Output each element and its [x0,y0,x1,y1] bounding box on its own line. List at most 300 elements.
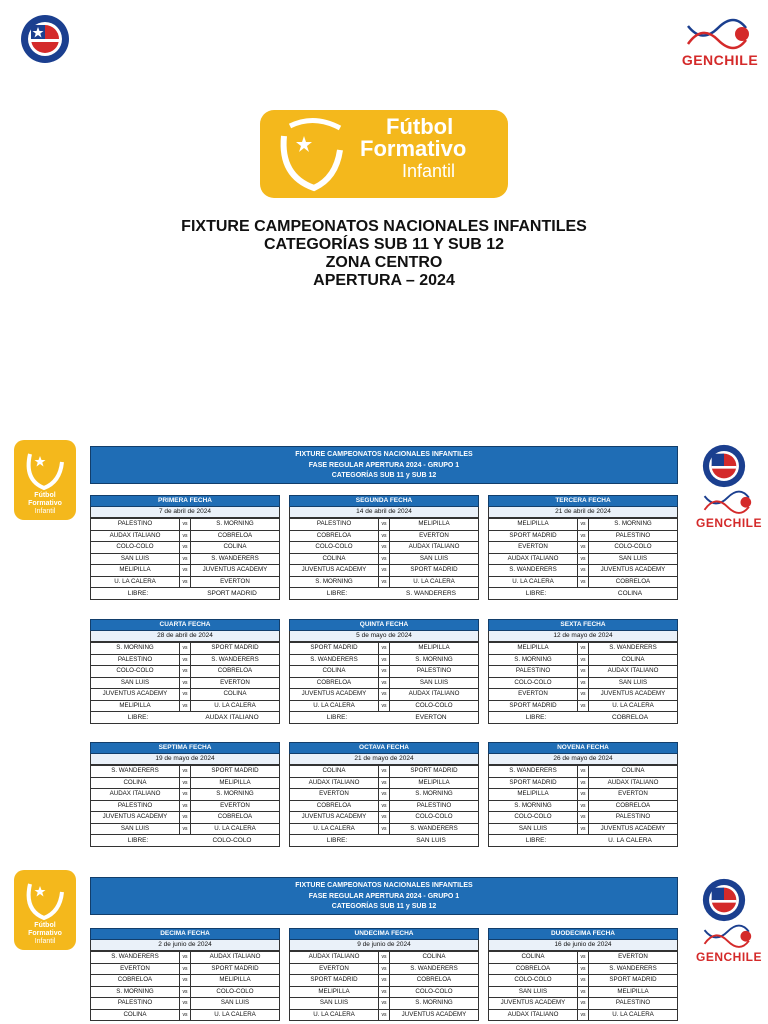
away-team: PALESTINO [390,666,479,678]
away-team: SPORT MADRID [390,766,479,778]
away-team: JUVENTUS ACADEMY [191,565,280,577]
banner-line: FIXTURE CAMPEONATOS NACIONALES INFANTILES [295,451,473,458]
away-team: SPORT MADRID [191,766,280,778]
fecha-date: 21 de mayo de 2024 [289,754,479,765]
match-row [91,700,280,712]
match-row [489,800,678,812]
fecha-date: 14 de abril de 2024 [289,507,479,518]
home-team: COBRELOA [290,677,379,689]
away-team: COLINA [589,766,678,778]
home-team: EVERTON [290,789,379,801]
match-row [290,789,479,801]
vs-label: vs [578,666,589,678]
home-team: U. LA CALERA [290,700,379,712]
side-brand-line1: Fútbol [34,492,56,499]
libre-team: SPORT MADRID [207,590,257,597]
match-table [90,642,280,712]
brand-line1: Fútbol [386,114,454,139]
away-team: SPORT MADRID [589,975,678,987]
fecha-title: SEPTIMA FECHA [90,742,280,754]
away-team: COLO-COLO [390,986,479,998]
home-team: SAN LUIS [91,823,180,835]
match-row [290,643,479,655]
away-team: COBRELOA [390,975,479,987]
home-team: EVERTON [489,689,578,701]
libre-label: LIBRE: [127,714,149,721]
home-team: S. WANDERERS [489,565,578,577]
vs-label: vs [578,576,589,588]
fecha-block [289,928,479,1021]
vs-label: vs [180,654,191,666]
vs-label: vs [578,823,589,835]
vs-label: vs [379,666,390,678]
home-team: AUDAX ITALIANO [91,789,180,801]
fecha-block [289,619,479,724]
away-team: S. MORNING [191,789,280,801]
match-row [91,530,280,542]
away-team: SPORT MADRID [390,565,479,577]
vs-label: vs [180,777,191,789]
vs-label: vs [578,700,589,712]
side-brand-line3: Infantil [34,938,56,945]
vs-label: vs [180,565,191,577]
away-team: MELIPILLA [390,519,479,531]
match-row [489,812,678,824]
home-team: SPORT MADRID [489,530,578,542]
libre-label: LIBRE: [127,590,149,597]
libre-row [90,835,280,847]
away-team: PALESTINO [589,812,678,824]
match-row [91,986,280,998]
match-row [91,789,280,801]
home-team: S. WANDERERS [489,766,578,778]
match-row [290,689,479,701]
home-team: SAN LUIS [91,677,180,689]
brand-line2: Formativo [360,136,467,161]
match-row [91,666,280,678]
home-team: MELIPILLA [489,789,578,801]
away-team: S. WANDERERS [191,553,280,565]
away-team: PALESTINO [589,998,678,1010]
fecha-title: CUARTA FECHA [90,619,280,631]
home-team: EVERTON [91,963,180,975]
fecha-block [289,495,479,600]
fecha-block [90,495,280,600]
libre-row [289,835,479,847]
home-team: SPORT MADRID [290,975,379,987]
vs-label: vs [180,1009,191,1021]
match-row [91,689,280,701]
home-team: COLO-COLO [489,677,578,689]
away-team: JUVENTUS ACADEMY [589,565,678,577]
home-team: MELIPILLA [489,643,578,655]
away-team: COLINA [191,689,280,701]
fecha-title: DUODECIMA FECHA [488,928,678,940]
match-row [290,677,479,689]
match-row [489,565,678,577]
vs-label: vs [379,654,390,666]
home-team: S. WANDERERS [91,952,180,964]
vs-label: vs [180,963,191,975]
away-team: SAN LUIS [589,677,678,689]
home-team: JUVENTUS ACADEMY [290,812,379,824]
match-row [290,553,479,565]
vs-label: vs [180,643,191,655]
fecha-title: QUINTA FECHA [289,619,479,631]
match-row [91,998,280,1010]
home-team: PALESTINO [290,519,379,531]
away-team: MELIPILLA [390,777,479,789]
vs-label: vs [379,530,390,542]
away-team: COLO-COLO [390,700,479,712]
away-team: JUVENTUS ACADEMY [390,1009,479,1021]
vs-label: vs [180,800,191,812]
side-federation-logo [702,444,746,493]
fecha-date: 26 de mayo de 2024 [488,754,678,765]
banner-line: FASE REGULAR APERTURA 2024 - GRUPO 1 [308,892,460,900]
libre-label: LIBRE: [326,714,348,721]
vs-label: vs [578,677,589,689]
vs-label: vs [379,986,390,998]
vs-label: vs [578,766,589,778]
away-team: MELIPILLA [390,643,479,655]
match-row [489,952,678,964]
fecha-title: PRIMERA FECHA [90,495,280,507]
match-table [90,765,280,835]
away-team: PALESTINO [390,800,479,812]
away-team: S. WANDERERS [589,643,678,655]
away-team: S. MORNING [589,519,678,531]
fecha-block [90,742,280,847]
dna-icon [696,490,762,516]
vs-label: vs [180,666,191,678]
title-line: CATEGORÍAS SUB 11 Y SUB 12 [263,236,505,253]
away-team: SAN LUIS [390,553,479,565]
libre-row [488,835,678,847]
home-team: PALESTINO [489,666,578,678]
vs-label: vs [180,975,191,987]
match-row [290,986,479,998]
home-team: COLINA [489,952,578,964]
vs-label: vs [578,998,589,1010]
vs-label: vs [578,986,589,998]
vs-label: vs [578,975,589,987]
home-team: COBRELOA [489,963,578,975]
home-team: AUDAX ITALIANO [489,1009,578,1021]
away-team: EVERTON [390,530,479,542]
match-row [290,766,479,778]
match-row [91,542,280,554]
away-team: COLO-COLO [191,986,280,998]
match-row [290,700,479,712]
vs-label: vs [379,565,390,577]
banner-line: FASE REGULAR APERTURA 2024 - GRUPO 1 [308,461,460,469]
ball-icon [274,114,352,198]
libre-row [289,588,479,600]
match-row [91,643,280,655]
side-brand-line3: Infantil [34,508,56,515]
fecha-block [90,928,280,1021]
side-brand-line2: Formativo [28,930,62,937]
home-team: COLINA [290,553,379,565]
match-row [489,553,678,565]
home-team: AUDAX ITALIANO [489,553,578,565]
match-row [489,576,678,588]
vs-label: vs [578,789,589,801]
match-row [290,952,479,964]
genchile-label: GENCHILE [696,516,763,530]
vs-label: vs [379,576,390,588]
home-team: S. MORNING [489,800,578,812]
match-row [91,677,280,689]
match-row [290,654,479,666]
match-row [91,812,280,824]
fecha-date: 5 de mayo de 2024 [289,631,479,642]
match-row [91,576,280,588]
match-row [91,823,280,835]
home-team: SAN LUIS [91,553,180,565]
libre-row [488,712,678,724]
match-table [90,518,280,588]
home-team: SPORT MADRID [489,777,578,789]
fecha-title: TERCERA FECHA [488,495,678,507]
vs-label: vs [180,986,191,998]
home-team: PALESTINO [91,998,180,1010]
home-team: AUDAX ITALIANO [290,777,379,789]
match-row [91,800,280,812]
match-row [290,530,479,542]
match-row [290,666,479,678]
match-table [488,642,678,712]
home-team: JUVENTUS ACADEMY [489,998,578,1010]
home-team: JUVENTUS ACADEMY [290,689,379,701]
match-row [489,823,678,835]
libre-row [90,588,280,600]
fecha-date: 19 de mayo de 2024 [90,754,280,765]
vs-label: vs [379,677,390,689]
match-row [489,689,678,701]
home-team: S. MORNING [91,986,180,998]
away-team: AUDAX ITALIANO [390,542,479,554]
home-team: S. WANDERERS [290,654,379,666]
vs-label: vs [379,1009,390,1021]
home-team: SAN LUIS [489,823,578,835]
match-row [489,677,678,689]
fecha-date: 12 de mayo de 2024 [488,631,678,642]
match-table [289,951,479,1021]
fecha-date: 16 de junio de 2024 [488,940,678,951]
away-team: EVERTON [191,800,280,812]
home-team: AUDAX ITALIANO [91,530,180,542]
fecha-date: 9 de junio de 2024 [289,940,479,951]
away-team: SPORT MADRID [191,643,280,655]
vs-label: vs [180,689,191,701]
side-brand-line2: Formativo [28,500,62,507]
fecha-title: OCTAVA FECHA [289,742,479,754]
vs-label: vs [578,800,589,812]
side-brand-logo [14,870,76,955]
away-team: JUVENTUS ACADEMY [589,823,678,835]
vs-label: vs [180,530,191,542]
home-team: COLO-COLO [489,975,578,987]
home-team: COBRELOA [290,800,379,812]
away-team: SPORT MADRID [191,963,280,975]
fecha-date: 7 de abril de 2024 [90,507,280,518]
match-table [289,518,479,588]
match-row [290,812,479,824]
away-team: U. LA CALERA [589,700,678,712]
fecha-title: DECIMA FECHA [90,928,280,940]
vs-label: vs [379,643,390,655]
away-team: AUDAX ITALIANO [589,666,678,678]
home-team: PALESTINO [91,800,180,812]
title-line: ZONA CENTRO [325,254,443,271]
vs-label: vs [578,812,589,824]
home-team: S. MORNING [489,654,578,666]
match-row [489,700,678,712]
home-team: S. MORNING [290,576,379,588]
away-team: SAN LUIS [191,998,280,1010]
home-team: JUVENTUS ACADEMY [91,812,180,824]
match-row [91,654,280,666]
match-row [91,975,280,987]
away-team: COLINA [589,654,678,666]
vs-label: vs [180,766,191,778]
home-team: PALESTINO [91,654,180,666]
away-team: AUDAX ITALIANO [191,952,280,964]
vs-label: vs [379,766,390,778]
banner-line: CATEGORÍAS SUB 11 y SUB 12 [331,903,437,910]
libre-team: S. WANDERERS [406,590,456,597]
vs-label: vs [578,952,589,964]
fecha-date: 21 de abril de 2024 [488,507,678,518]
vs-label: vs [578,643,589,655]
match-row [489,542,678,554]
away-team: EVERTON [589,789,678,801]
away-team: S. MORNING [191,519,280,531]
away-team: S. WANDERERS [390,963,479,975]
vs-label: vs [379,689,390,701]
vs-label: vs [379,812,390,824]
dna-icon [696,924,762,950]
match-row [290,542,479,554]
away-team: S. MORNING [390,654,479,666]
genchile-label: GENCHILE [696,950,763,964]
libre-team: COLO-COLO [212,837,252,844]
match-row [489,766,678,778]
side-brand-logo [14,440,76,525]
home-team: U. LA CALERA [489,576,578,588]
home-team: COLINA [91,1009,180,1021]
home-team: COLO-COLO [290,542,379,554]
genchile-label: GENCHILE [681,52,759,68]
home-team: MELIPILLA [91,700,180,712]
match-row [91,766,280,778]
away-team: SAN LUIS [390,677,479,689]
fecha-block [289,742,479,847]
match-table [488,951,678,1021]
match-row [489,975,678,987]
libre-label: LIBRE: [525,837,547,844]
home-team: COLO-COLO [489,812,578,824]
vs-label: vs [578,963,589,975]
match-row [290,777,479,789]
home-team: EVERTON [489,542,578,554]
section-banner [90,877,678,915]
match-table [488,765,678,835]
home-team: COBRELOA [290,530,379,542]
home-team: JUVENTUS ACADEMY [290,565,379,577]
match-row [489,654,678,666]
away-team: MELIPILLA [191,975,280,987]
away-team: S. MORNING [390,789,479,801]
away-team: U. LA CALERA [589,1009,678,1021]
away-team: COBRELOA [589,576,678,588]
page-title [0,218,768,290]
libre-team: U. LA CALERA [608,837,652,844]
home-team: COLINA [290,766,379,778]
vs-label: vs [578,519,589,531]
away-team: EVERTON [191,576,280,588]
away-team: COLO-COLO [390,812,479,824]
vs-label: vs [578,1009,589,1021]
match-row [489,666,678,678]
match-table [90,951,280,1021]
away-team: AUDAX ITALIANO [589,777,678,789]
away-team: COLO-COLO [589,542,678,554]
away-team: U. LA CALERA [191,1009,280,1021]
away-team: EVERTON [589,952,678,964]
vs-label: vs [578,777,589,789]
away-team: COLINA [390,952,479,964]
vs-label: vs [180,519,191,531]
home-team: SAN LUIS [290,998,379,1010]
away-team: MELIPILLA [589,986,678,998]
libre-row [488,588,678,600]
match-row [489,777,678,789]
match-row [290,565,479,577]
vs-label: vs [578,530,589,542]
home-team: U. LA CALERA [91,576,180,588]
fecha-title: NOVENA FECHA [488,742,678,754]
match-row [489,986,678,998]
home-team: MELIPILLA [290,986,379,998]
section-banner [90,446,678,484]
vs-label: vs [578,565,589,577]
vs-label: vs [379,998,390,1010]
fecha-date: 28 de abril de 2024 [90,631,280,642]
side-brand-line1: Fútbol [34,922,56,929]
side-federation-logo [702,878,746,927]
home-team: SPORT MADRID [290,643,379,655]
match-row [489,963,678,975]
vs-label: vs [180,998,191,1010]
match-row [489,519,678,531]
vs-label: vs [180,553,191,565]
home-team: SAN LUIS [489,986,578,998]
away-team: S. WANDERERS [390,823,479,835]
libre-team: AUDAX ITALIANO [205,714,259,721]
away-team: EVERTON [191,677,280,689]
genchile-logo [680,18,760,70]
away-team: AUDAX ITALIANO [390,689,479,701]
home-team: COLINA [290,666,379,678]
vs-label: vs [578,654,589,666]
home-team: COBRELOA [91,975,180,987]
match-row [91,553,280,565]
match-row [91,1009,280,1021]
vs-label: vs [379,800,390,812]
